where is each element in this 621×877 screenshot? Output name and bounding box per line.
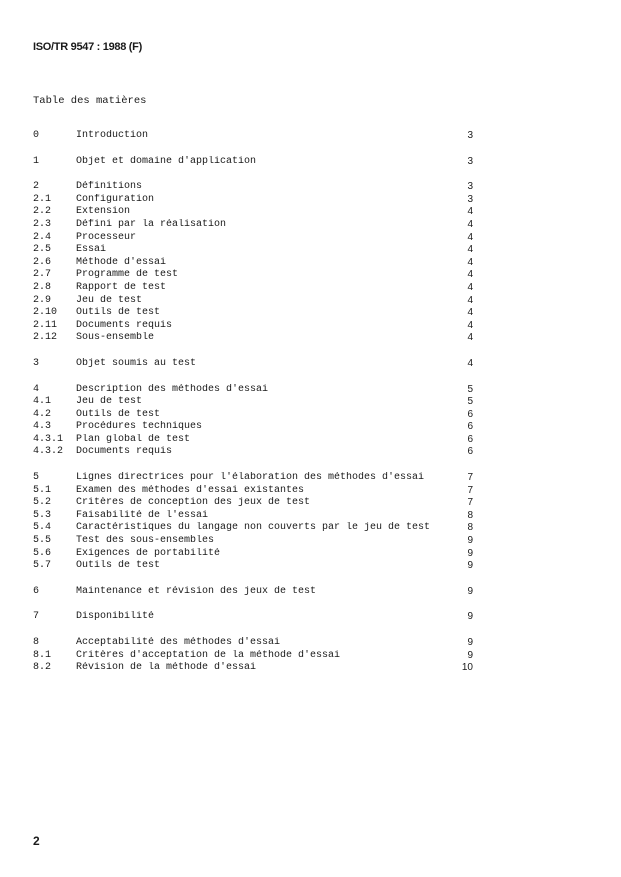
toc-entry-page: 4 [467,206,473,218]
toc-entry-number: 5.5 [33,535,52,547]
toc-entry-page: 9 [467,649,473,661]
toc-entry-title: Rapport de test [76,281,167,293]
toc-entry-number: 4.3.1 [33,433,64,445]
toc-entry [33,282,473,295]
toc-section [33,384,473,460]
toc-entry-title: Critères de conception des jeux de test [76,497,311,509]
toc-entry-number: 5 [33,472,40,484]
toc-entry-number: 2.3 [33,218,52,230]
toc-entry-title: Révision de la méthode d'essai [76,662,257,674]
toc-section [33,472,473,573]
toc-entry-number: 2.8 [33,281,52,293]
toc-entry-title: Définitions [76,181,143,193]
toc-entry [33,219,473,232]
toc-entry-page: 4 [467,231,473,243]
toc-entry-number: 4.3 [33,421,52,433]
toc-entry-title: Objet et domaine d'application [76,155,257,167]
toc-entry-page: 7 [467,472,473,484]
toc-entry-page: 10 [461,662,473,674]
toc-entry [33,307,473,320]
toc-entry-number: 4.3.2 [33,446,64,458]
toc-section [33,130,473,143]
toc-entry-page: 9 [467,535,473,547]
toc-title: Table des matières [33,95,147,107]
toc-entry-title: Extension [76,206,131,218]
toc-entry-page: 3 [467,155,473,167]
toc-entry-number: 5.7 [33,560,52,572]
toc-entry [33,332,473,345]
toc-entry-page: 8 [467,522,473,534]
toc-entry-number: 2.1 [33,193,52,205]
toc-section [33,181,473,345]
toc-entry-page: 4 [467,294,473,306]
toc-entry [33,232,473,245]
toc-entry-title: Exigences de portabilité [76,547,221,559]
toc-entry-title: Objet soumis au test [76,357,197,369]
toc-entry-number: 2 [33,181,40,193]
toc-entry-number: 8 [33,637,40,648]
toc-entry-page: 6 [467,408,473,420]
toc-entry-number: 5.6 [33,547,52,559]
toc-section [33,358,473,371]
toc-entry-title: Disponibilité [76,611,155,623]
toc-entry-number: 5.1 [33,484,52,496]
toc-entry [33,181,473,194]
toc-entry-title: Procédures techniques [76,421,203,433]
toc-entry-title: Lignes directrices pour l'élaboration des méthodes d'essai [76,472,425,484]
toc-entry [33,510,473,523]
toc-entry-number: 2.4 [33,231,52,243]
toc-entry-page: 4 [467,244,473,256]
toc-entry-title: Sous-ensemble [76,332,155,344]
toc-entry-number: 7 [33,611,40,623]
toc-entry-title: Test des sous-ensembles [76,535,215,547]
toc-entry-title: Acceptabilité des méthodes d'essai [76,637,281,648]
toc-entry-title: Introduction [76,130,149,141]
document-header: ISO/TR 9547 : 1988 (F) [33,41,142,53]
toc-entry-number: 0 [33,130,40,141]
toc-entry [33,535,473,548]
toc-entry [33,446,473,459]
toc-entry-title: Méthode d'essai [76,256,167,268]
toc-entry-title: Caractéristiques du langage non couverts par le jeu de test [76,522,431,534]
toc-entry-title: Plan global de test [76,433,191,445]
toc-entry-number: 2.5 [33,244,52,256]
toc-entry [33,472,473,485]
toc-entry [33,156,473,169]
toc-entry [33,548,473,561]
toc-entry-page: 4 [467,256,473,268]
toc-section [33,611,473,624]
toc-entry-number: 4 [33,383,40,395]
toc-entry-page: 4 [467,281,473,293]
toc-entry-title: Configuration [76,193,155,205]
toc-entry-number: 2.12 [33,332,58,344]
page-number: 2 [33,834,40,848]
toc-entry [33,244,473,257]
toc-entry-number: 5.3 [33,509,52,521]
toc-entry-page: 7 [467,484,473,496]
toc-entry [33,560,473,573]
toc-entry [33,650,473,663]
toc-entry-number: 4.2 [33,408,52,420]
toc-entry [33,194,473,207]
toc-entry [33,320,473,333]
toc-entry-page: 6 [467,446,473,458]
toc-entry [33,497,473,510]
toc-entry [33,409,473,422]
toc-entry [33,485,473,498]
toc-entry-title: Critères d'acceptation de la méthode d'essai [76,649,341,661]
toc-entry [33,295,473,308]
toc-entry [33,637,473,650]
table-of-contents [33,130,473,688]
toc-entry-number: 2.9 [33,294,52,306]
toc-entry [33,130,473,143]
toc-entry-title: Faisabilité de l'essai [76,509,209,521]
toc-entry-number: 2.6 [33,256,52,268]
toc-entry [33,206,473,219]
toc-entry-page: 6 [467,421,473,433]
toc-entry-title: Outils de test [76,408,161,420]
toc-section [33,637,473,675]
toc-entry-page: 5 [467,383,473,395]
toc-entry-page: 9 [467,637,473,648]
toc-entry [33,396,473,409]
toc-entry-number: 2.10 [33,307,58,319]
toc-entry-title: Programme de test [76,269,179,281]
toc-section [33,156,473,169]
toc-entry-page: 7 [467,497,473,509]
toc-entry-page: 9 [467,560,473,572]
toc-entry-page: 4 [467,218,473,230]
toc-entry-title: Essai [76,244,107,256]
toc-entry-page: 3 [467,181,473,193]
toc-entry-page: 3 [467,130,473,141]
toc-entry-number: 4.1 [33,396,52,408]
toc-entry [33,662,473,675]
toc-entry-title: Maintenance et révision des jeux de test [76,585,317,597]
toc-entry-title: Documents requis [76,446,173,458]
toc-entry [33,421,473,434]
toc-entry-number: 8.2 [33,662,52,674]
toc-entry-page: 4 [467,319,473,331]
toc-entry-number: 5.2 [33,497,52,509]
toc-entry-title: Outils de test [76,307,161,319]
toc-entry [33,522,473,535]
toc-entry-page: 4 [467,357,473,369]
toc-entry-title: Description des méthodes d'essai [76,383,269,395]
toc-entry-title: Processeur [76,231,137,243]
toc-section [33,586,473,599]
toc-entry-title: Jeu de test [76,396,143,408]
toc-entry-number: 8.1 [33,649,52,661]
toc-entry [33,269,473,282]
toc-entry-page: 3 [467,193,473,205]
toc-entry-page: 4 [467,307,473,319]
toc-entry-page: 9 [467,585,473,597]
toc-entry-page: 9 [467,547,473,559]
toc-entry-title: Jeu de test [76,294,143,306]
toc-entry-number: 2.11 [33,319,58,331]
toc-entry [33,257,473,270]
toc-entry-page: 4 [467,332,473,344]
toc-entry [33,586,473,599]
toc-entry-page: 4 [467,269,473,281]
toc-entry-page: 8 [467,509,473,521]
toc-entry-number: 6 [33,585,40,597]
toc-entry-number: 1 [33,155,40,167]
toc-entry-number: 5.4 [33,522,52,534]
toc-entry [33,384,473,397]
toc-entry-title: Défini par la réalisation [76,218,227,230]
toc-entry-title: Examen des méthodes d'essai existantes [76,484,305,496]
toc-entry [33,434,473,447]
toc-entry-number: 2.2 [33,206,52,218]
toc-entry-number: 3 [33,357,40,369]
toc-entry [33,358,473,371]
toc-entry-number: 2.7 [33,269,52,281]
toc-entry-page: 5 [467,396,473,408]
toc-entry-title: Outils de test [76,560,161,572]
toc-entry-page: 6 [467,433,473,445]
toc-entry [33,611,473,624]
toc-entry-title: Documents requis [76,319,173,331]
toc-entry-page: 9 [467,611,473,623]
